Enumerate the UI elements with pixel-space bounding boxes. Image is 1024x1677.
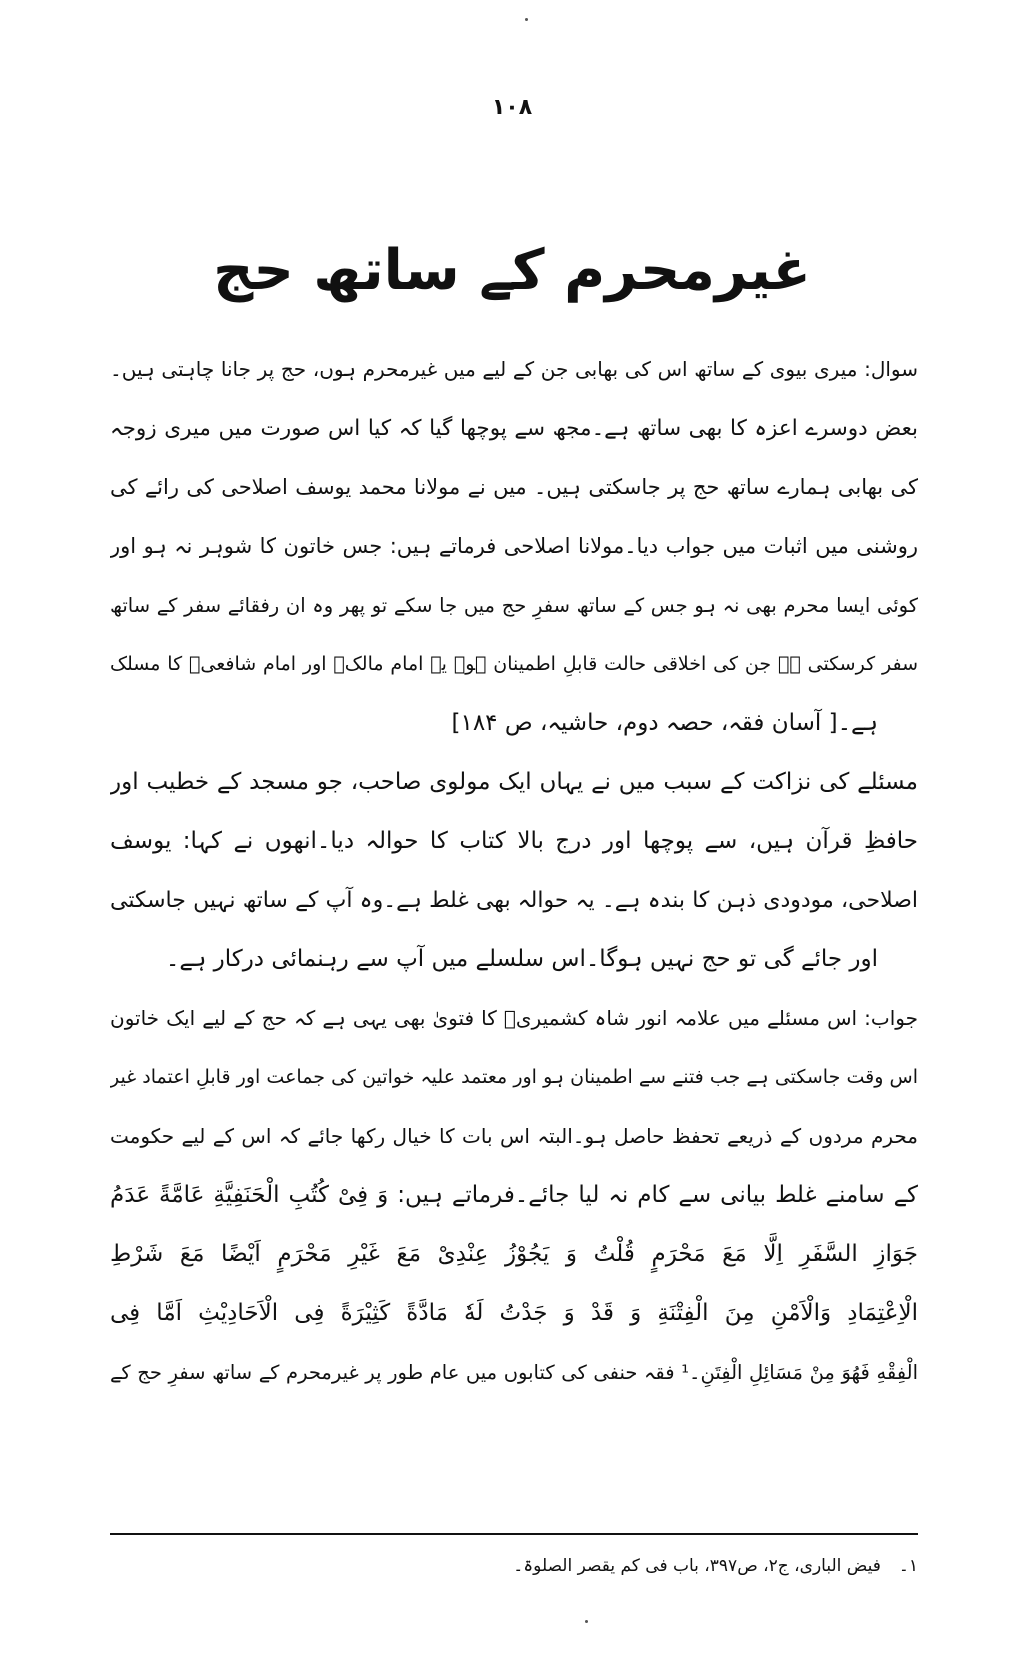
scan-speck-top [525, 18, 528, 21]
footnote-text: فیض الباری، ج۲، ص۳۹۷، باب فی کم یقصر الصلوۃ۔ [513, 1556, 881, 1576]
answer-line-1: جواب: اس مسئلے میں علامہ انور شاہ کشمیریؒ کا فتویٰ بھی یہی ہے کہ حج کے لیے ایک خاتون [110, 1006, 918, 1030]
page-number: ۱۰۸ [491, 95, 533, 120]
article-body [110, 340, 918, 1402]
arabic-quote-line-2: الْاِعْتِمَادِ وَالْاَمْنِ مِنَ الْفِتْنَةِ وَ قَدْ وَ جَدْتُ لَهٗ مَادَّةً کَثِیْرَةً فِی الْاَحَادِیْثِ اَمَّا فِی [110, 1300, 918, 1326]
question-line-9: حافظِ قرآن ہیں، سے پوچھا اور درج بالا کتاب کا حوالہ دیا۔انھوں نے کہا: یوسف [110, 828, 918, 854]
question-line-10: اصلاحی، مودودی ذہن کا بندہ ہے۔ یہ حوالہ بھی غلط ہے۔وہ آپ کے ساتھ نہیں جاسکتی [110, 888, 918, 913]
question-line-2: بعض دوسرے اعزہ کا بھی ساتھ ہے۔مجھ سے پوچھا گیا کہ کیا اس صورت میں میری زوجہ [110, 416, 918, 441]
footnote-marker: ۱۔ [898, 1556, 918, 1576]
scan-speck-bottom [585, 1620, 588, 1623]
answer-line-4: کے سامنے غلط بیانی سے کام نہ لیا جائے۔فرماتے ہیں: وَ فِیْ کُتُبِ الْحَنَفِیَّةِ عَامَّةً عَدَمُ [110, 1182, 918, 1208]
answer-line-3: محرم مردوں کے ذریعے تحفظ حاصل ہو۔البتہ اس بات کا خیال رکھا جائے کہ اس کے لیے حکومت [110, 1124, 918, 1148]
question-line-5: کوئی ایسا محرم بھی نہ ہو جس کے ساتھ سفرِ حج میں جا سکے تو پھر وہ ان رفقائے سفر کے ساتھ [110, 594, 918, 617]
source-citation-line: ہے۔[ آسان فقہ، حصہ دوم، حاشیہ، ص ۱۸۴] [451, 710, 878, 736]
question-line-6: سفر کرسکتی ہے جن کی اخلاقی حالت قابلِ اطمینان ہو۔ یہ امام مالکؒ اور امام شافعیؒ کا مسلک [110, 653, 918, 675]
footnote-separator [110, 1533, 918, 1535]
arabic-quote-line-1: جَوَازِ السَّفَرِ اِلَّا مَعَ مَحْرَمٍ قُلْتُ وَ یَجُوْزُ عِنْدِیْ مَعَ غَیْرِ مَحْرَمٍ اَیْضًا مَعَ شَرْطِ [110, 1241, 918, 1267]
question-line-4: روشنی میں اثبات میں جواب دیا۔مولانا اصلاحی فرماتے ہیں: جس خاتون کا شوہر نہ ہو اور [110, 534, 918, 558]
page-title: غیرمحرم کے ساتھ حج [213, 238, 811, 303]
footnote [110, 1555, 918, 1576]
question-line-1: سوال: میری بیوی کے ساتھ اس کی بھابی جن کے لیے میں غیرمحرم ہوں، حج پر جانا چاہتی ہیں۔ [110, 357, 918, 381]
answer-line-last: الْفِقْهِ فَهُوَ مِنْ مَسَائِلِ الْفِتَنِ۔¹ فقہ حنفی کی کتابوں میں عام طور پر غیرمحرم کے ساتھ سفرِ حج کے [110, 1361, 918, 1384]
question-line-3: کی بھابی ہمارے ساتھ حج پر جاسکتی ہیں۔ میں نے مولانا محمد یوسف اصلاحی کی رائے کی [110, 475, 918, 499]
question-line-8: مسئلے کی نزاکت کے سبب میں نے یہاں ایک مولوی صاحب، جو مسجد کے خطیب اور [110, 769, 918, 795]
question-line-11: اور جائے گی تو حج نہیں ہوگا۔اس سلسلے میں آپ سے رہنمائی درکار ہے۔ [165, 946, 878, 972]
answer-line-2: اس وقت جاسکتی ہے جب فتنے سے اطمینان ہو اور معتمد علیہ خواتین کی جماعت اور قابلِ اعتماد غیر [110, 1066, 918, 1088]
